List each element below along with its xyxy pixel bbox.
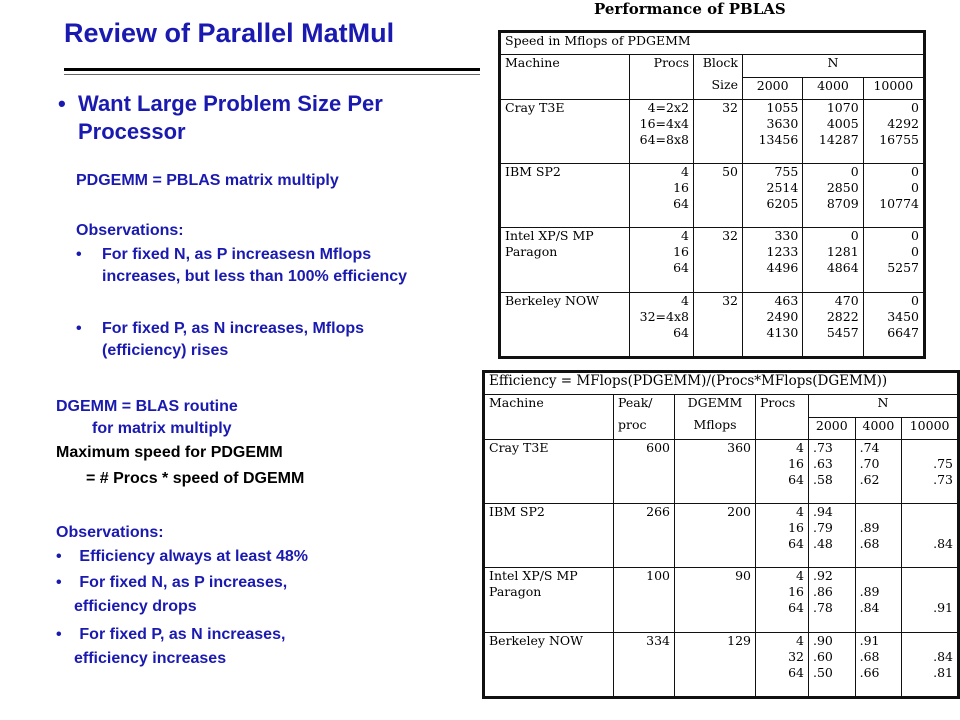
efficiency-cell-line: .70 [859,455,880,471]
procs-cell-line: 64 [673,324,689,340]
pdgemm-definition: PDGEMM = PBLAS matrix multiply [76,172,339,189]
machine-cell [501,164,630,228]
mflops-cell [803,292,863,356]
observation-2-item-2-cont: efficiency drops [74,598,197,615]
mflops-cell-line: 14287 [818,131,859,147]
procs-cell-line: 16 [788,455,804,471]
table2-header-peak: Peak/ [614,395,675,417]
procs-cell-line: 64 [788,471,804,487]
mflops-cell-line: 4005 [826,115,859,131]
table1-header-block: Block [694,55,743,77]
procs-cell-line: 16 [788,520,804,536]
efficiency-cell-line: .63 [813,455,833,471]
procs-cell-line: 64 [788,600,804,616]
procs-cell-line: 64 [788,536,804,552]
procs-cell-line: 4 [796,632,804,648]
machine-cell [501,292,630,356]
efficiency-cell-line: .94 [813,504,833,520]
procs-cell-line: 64 [673,260,689,276]
table1-header-n: N [743,55,924,77]
peak-cell: 266 [614,504,675,568]
efficiency-cell-line: .86 [813,584,833,600]
efficiency-cell-line: .84 [933,536,953,552]
mflops-cell [743,292,803,356]
mflops-cell [863,228,923,292]
observation-1-item-2: • For fixed P, as N increases, Mflops (efficiency) rises [76,320,365,359]
mflops-cell [743,228,803,292]
mflops-cell-line: 4864 [826,260,859,276]
mflops-cell-line: 0 [911,228,919,244]
peak-cell: 600 [614,439,675,503]
peak-cell: 334 [614,632,675,696]
procs-cell-line: 4 [796,568,804,584]
efficiency-cell-line: .73 [813,439,833,455]
dgemm-cell: 129 [675,632,756,696]
efficiency-cell [809,504,856,568]
machine-cell-line: Intel XP/S MP [505,228,594,244]
efficiency-cell-line: .50 [813,664,833,680]
mflops-cell [803,228,863,292]
procs-cell [756,439,809,503]
mflops-cell-line: 2850 [826,180,859,196]
efficiency-cell-line: .58 [813,471,833,487]
mflops-cell-line: 2822 [826,308,859,324]
efficiency-cell [809,439,856,503]
table1-header-procs: Procs [630,55,694,100]
mflops-cell-line: 10774 [879,196,919,212]
table-row [501,99,924,163]
observation-2-item-2: • For fixed N, as P increases, [56,574,288,591]
machine-cell [485,632,614,696]
efficiency-cell [855,568,902,632]
block-size-cell: 32 [694,228,743,292]
slide-title: Review of Parallel MatMul [64,18,395,48]
bullet-dot-icon: • [58,91,66,116]
mflops-cell-line: 5257 [887,260,919,276]
table2-header-mflops: Mflops [675,417,756,439]
procs-cell-line: 16 [673,244,689,260]
procs-cell-line: 4=2x2 [647,99,689,115]
machine-cell-line: Berkeley NOW [489,632,583,648]
mflops-cell-line: 3450 [887,308,919,324]
dgemm-cell: 360 [675,439,756,503]
efficiency-cell-line: .81 [933,664,953,680]
mflops-cell-line: 4292 [887,115,919,131]
dgemm-cell: 200 [675,504,756,568]
observation-2-item-3: • For fixed P, as N increases, [56,626,286,643]
table-row [485,504,958,568]
mflops-cell-line: 0 [850,164,859,180]
mflops-cell-line: 755 [774,164,799,180]
machine-cell-line: Cray T3E [505,99,565,115]
mflops-cell-line: 0 [911,180,919,196]
efficiency-cell [902,439,958,503]
table1-col-10000: 10000 [863,77,923,99]
efficiency-cell-line: .66 [859,664,880,680]
dgemm-line-4: = # Procs * speed of DGEMM [86,470,305,487]
mflops-cell-line: 5457 [826,324,859,340]
mflops-cell-line: 0 [911,164,919,180]
procs-cell-line: 32 [788,648,804,664]
efficiency-cell-line: .60 [813,648,833,664]
mflops-cell-line: 470 [834,292,859,308]
procs-cell-line: 16=4x4 [639,115,689,131]
mflops-cell-line: 0 [850,228,859,244]
efficiency-cell-line [906,520,953,536]
mflops-cell-line: 8709 [826,196,859,212]
table2-col-10000: 10000 [902,417,958,439]
procs-cell-line: 4 [796,504,804,520]
procs-cell [756,568,809,632]
machine-cell-line [489,456,609,472]
performance-heading: Performance of PBLAS [594,0,786,18]
procs-cell [756,632,809,696]
mflops-cell-line: 463 [774,292,799,308]
machine-cell-line [505,116,625,132]
mflops-cell-line: 330 [774,228,799,244]
mflops-cell-line: 2490 [766,308,799,324]
mflops-cell [743,99,803,163]
procs-cell [630,99,694,163]
table2-header-n: N [809,395,958,417]
observations-heading-2: Observations: [56,524,164,541]
efficiency-cell-line [860,504,898,520]
bullet-dot-icon: • [56,574,80,591]
table1-col-4000: 4000 [803,77,863,99]
table2-col-2000: 2000 [809,417,856,439]
main-bullet [58,90,458,146]
machine-cell-line: Paragon [489,584,542,600]
procs-cell-line: 64 [673,196,689,212]
mflops-cell-line: 13456 [758,131,799,147]
efficiency-cell-line: .84 [859,600,880,616]
mflops-cell-line: 0 [911,292,919,308]
title-rule-thin [64,74,480,75]
efficiency-cell [855,439,902,503]
title-rule [64,68,480,71]
efficiency-cell-line: .89 [859,584,880,600]
procs-cell [630,292,694,356]
efficiency-cell-line: .68 [859,648,880,664]
efficiency-cell [902,632,958,696]
dgemm-line-3: Maximum speed for PDGEMM [56,444,283,461]
table1-col-2000: 2000 [743,77,803,99]
bullet-dot-icon: • [56,626,80,643]
efficiency-cell-line: .68 [859,536,880,552]
mflops-cell-line: 0 [911,99,919,115]
efficiency-cell [902,504,958,568]
efficiency-cell-line [906,504,953,520]
table-row [485,632,958,696]
table2-header-procs: Procs [756,395,809,417]
efficiency-cell-line: .48 [813,536,833,552]
mflops-cell-line: 2514 [766,180,799,196]
efficiency-cell-line: .74 [859,439,880,455]
efficiency-table [482,370,960,699]
procs-cell [630,164,694,228]
table1-caption: Speed in Mflops of PDGEMM [501,33,924,55]
procs-cell [756,504,809,568]
table-row [501,164,924,228]
mflops-cell [803,164,863,228]
pdgemm-speed-table [498,30,926,359]
procs-cell-line: 4 [796,439,804,455]
efficiency-cell-line: .73 [933,471,953,487]
bullet-dot-icon: • [76,320,82,337]
observation-2-item-3-cont: efficiency increases [74,650,227,667]
table1-header-machine: Machine [501,55,630,100]
observation-1-item-1: • For fixed N, as P increasesn Mflops increases, but less than 100% efficiency [76,246,408,285]
machine-cell-line: IBM SP2 [505,164,561,180]
machine-cell-line [489,649,609,665]
efficiency-cell-line [860,568,898,584]
efficiency-cell-line: .75 [933,455,953,471]
mflops-cell-line: 1233 [766,244,799,260]
efficiency-cell-line [906,633,953,649]
block-size-cell: 32 [694,292,743,356]
observations-heading-1: Observations: [76,222,184,239]
mflops-cell-line: 16755 [879,131,919,147]
efficiency-cell-line [906,440,953,456]
machine-cell [501,228,630,292]
table1-header-size: Size [694,77,743,99]
table-row [501,228,924,292]
efficiency-cell [902,568,958,632]
procs-cell-line: 4 [681,228,689,244]
mflops-cell-line: 6205 [766,196,799,212]
machine-cell [485,439,614,503]
procs-cell-line: 16 [788,584,804,600]
mflops-cell [803,99,863,163]
block-size-cell: 32 [694,99,743,163]
mflops-cell [743,164,803,228]
mflops-cell-line: 4130 [766,324,799,340]
efficiency-cell-line: .89 [859,520,880,536]
efficiency-cell-line: .78 [813,600,833,616]
machine-cell-line: Intel XP/S MP [489,568,578,584]
mflops-cell-line: 6647 [887,324,919,340]
machine-cell-line: Berkeley NOW [505,292,599,308]
efficiency-cell-line: .90 [813,632,833,648]
efficiency-cell [855,632,902,696]
dgemm-cell: 90 [675,568,756,632]
bullet-dot-icon: • [76,246,82,263]
table2-header-proc: proc [614,417,675,439]
efficiency-cell-line: .79 [813,520,833,536]
efficiency-cell-line [906,584,953,600]
machine-cell [485,568,614,632]
peak-cell: 100 [614,568,675,632]
mflops-cell [863,99,923,163]
table-row [485,568,958,632]
procs-cell-line: 64 [788,664,804,680]
table2-caption: Efficiency = MFlops(PDGEMM)/(Procs*MFlops(DGEMM)) [485,373,958,395]
table2-header-machine: Machine [485,395,614,417]
block-size-cell: 50 [694,164,743,228]
efficiency-cell-line: .91 [859,632,880,648]
machine-cell-line: IBM SP2 [489,504,545,520]
machine-cell-line: Paragon [505,244,558,260]
machine-cell [485,504,614,568]
table-row [501,292,924,356]
dgemm-line-2: for matrix multiply [92,420,232,437]
table2-col-4000: 4000 [855,417,902,439]
mflops-cell [863,164,923,228]
machine-cell-line [489,520,609,536]
procs-cell-line: 4 [681,292,689,308]
efficiency-cell-line: .91 [933,600,953,616]
efficiency-cell-line: .84 [933,648,953,664]
procs-cell-line: 32=4x8 [639,308,689,324]
mflops-cell-line: 3630 [766,115,799,131]
mflops-cell-line: 0 [911,244,919,260]
procs-cell-line: 16 [673,180,689,196]
table2-header-dgemm: DGEMM [675,395,756,417]
efficiency-cell [809,568,856,632]
efficiency-cell-line: .92 [813,568,833,584]
efficiency-cell [855,504,902,568]
bullet-dot-icon: • [56,548,80,565]
procs-cell-line: 4 [681,164,689,180]
mflops-cell-line: 1055 [766,99,799,115]
machine-cell [501,99,630,163]
machine-cell-line: Cray T3E [489,439,549,455]
efficiency-cell-line [906,568,953,584]
machine-cell-line [505,180,625,196]
mflops-cell-line: 4496 [766,260,799,276]
mflops-cell-line: 1281 [826,244,859,260]
dgemm-line-1: DGEMM = BLAS routine [56,398,238,415]
table-row [485,439,958,503]
main-bullet-text: Want Large Problem Size Per Processor [78,91,383,144]
efficiency-cell-line: .62 [859,471,880,487]
mflops-cell-line: 1070 [826,99,859,115]
observation-2-item-1: • Efficiency always at least 48% [56,548,308,565]
procs-cell [630,228,694,292]
efficiency-cell [809,632,856,696]
machine-cell-line [505,309,625,325]
procs-cell-line: 64=8x8 [639,131,689,147]
mflops-cell [863,292,923,356]
